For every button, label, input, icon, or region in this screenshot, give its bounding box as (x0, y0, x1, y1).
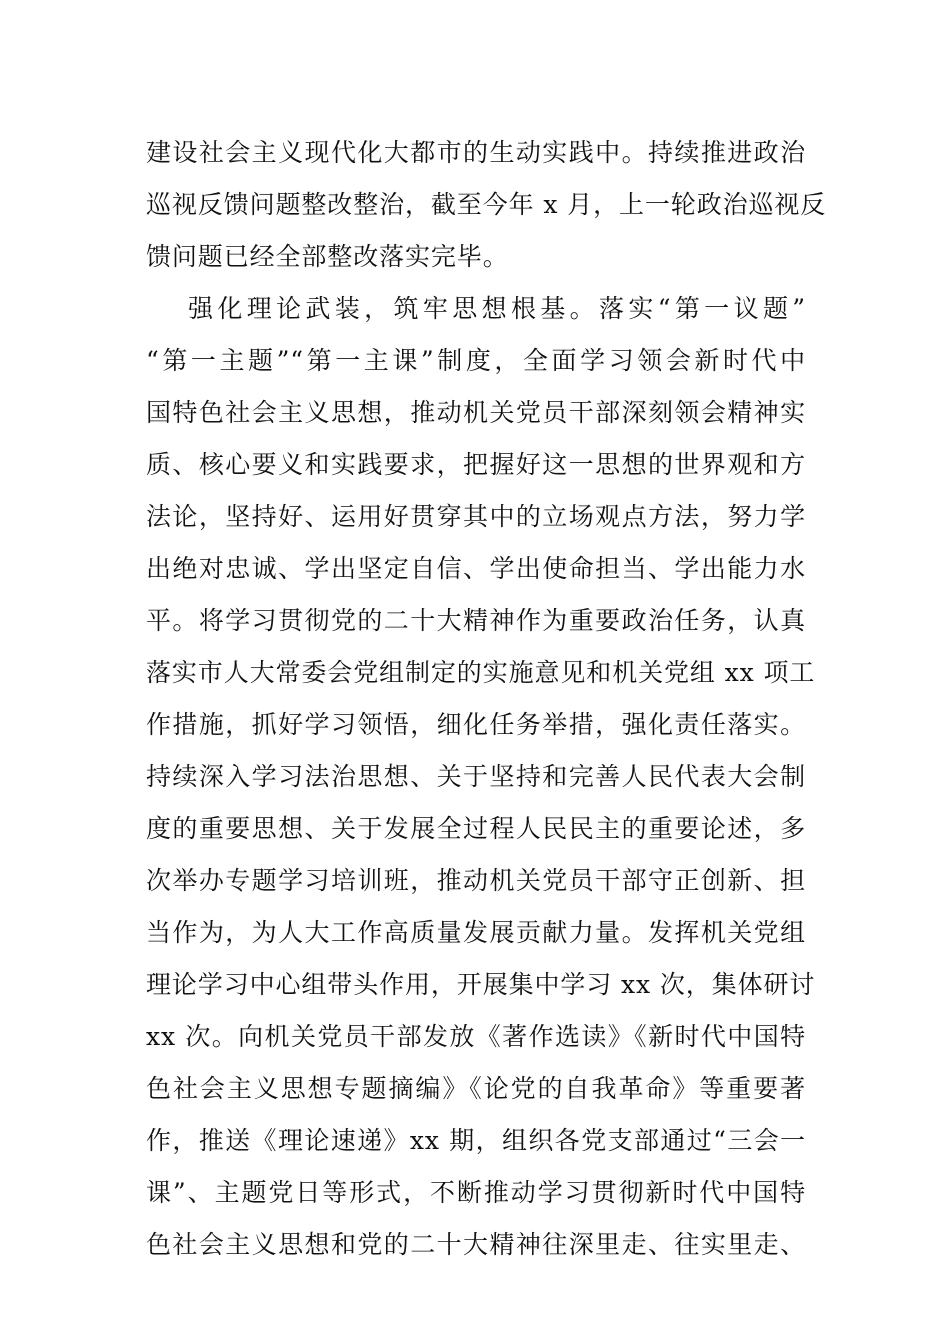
text-line: 建设社会主义现代化大都市的生动实践中。持续推进政治 (146, 138, 806, 167)
text-line: 国特色社会主义思想，推动机关党员干部深刻领会精神实 (146, 398, 806, 427)
text-line: “第一主题”“第一主课”制度，全面学习领会新时代中 (146, 346, 806, 375)
text-line: 色社会主义思想和党的二十大精神往深里走、往实里走、 (146, 1230, 806, 1259)
text-line: 作措施，抓好学习领悟，细化任务举措，强化责任落实。 (146, 710, 806, 739)
text-line: 色社会主义思想专题摘编》《论党的自我革命》等重要著 (146, 1074, 806, 1103)
paragraph-first-line: 强化理论武装，筑牢思想根基。落实“第一议题” (188, 294, 806, 323)
text-line: xx 次。向机关党员干部发放《著作选读》《新时代中国特 (146, 1022, 806, 1051)
text-line: 当作为，为人大工作高质量发展贡献力量。发挥机关党组 (146, 918, 806, 947)
text-line: 作，推送《理论速递》xx 期，组织各党支部通过“三会一 (146, 1126, 806, 1155)
text-line: 巡视反馈问题整改整治，截至今年 x 月，上一轮政治巡视反 (146, 190, 827, 219)
text-line: 平。将学习贯彻党的二十大精神作为重要政治任务，认真 (146, 606, 806, 635)
text-line: 质、核心要义和实践要求，把握好这一思想的世界观和方 (146, 450, 806, 479)
text-line: 出绝对忠诚、学出坚定自信、学出使命担当、学出能力水 (146, 554, 806, 583)
text-line: 落实市人大常委会党组制定的实施意见和机关党组 xx 项工 (146, 658, 816, 687)
text-line: 课”、主题党日等形式，不断推动学习贯彻新时代中国特 (146, 1178, 806, 1207)
document-body (146, 127, 827, 1271)
text-line: 持续深入学习法治思想、关于坚持和完善人民代表大会制 (146, 762, 806, 791)
text-line: 度的重要思想、关于发展全过程人民民主的重要论述，多 (146, 814, 806, 843)
text-line: 次举办专题学习培训班，推动机关党员干部守正创新、担 (146, 866, 806, 895)
text-line: 馈问题已经全部整改落实完毕。 (146, 242, 509, 271)
text-line: 法论，坚持好、运用好贯穿其中的立场观点方法，努力学 (146, 502, 806, 531)
text-line: 理论学习中心组带头作用，开展集中学习 xx 次，集体研讨 (146, 970, 816, 999)
